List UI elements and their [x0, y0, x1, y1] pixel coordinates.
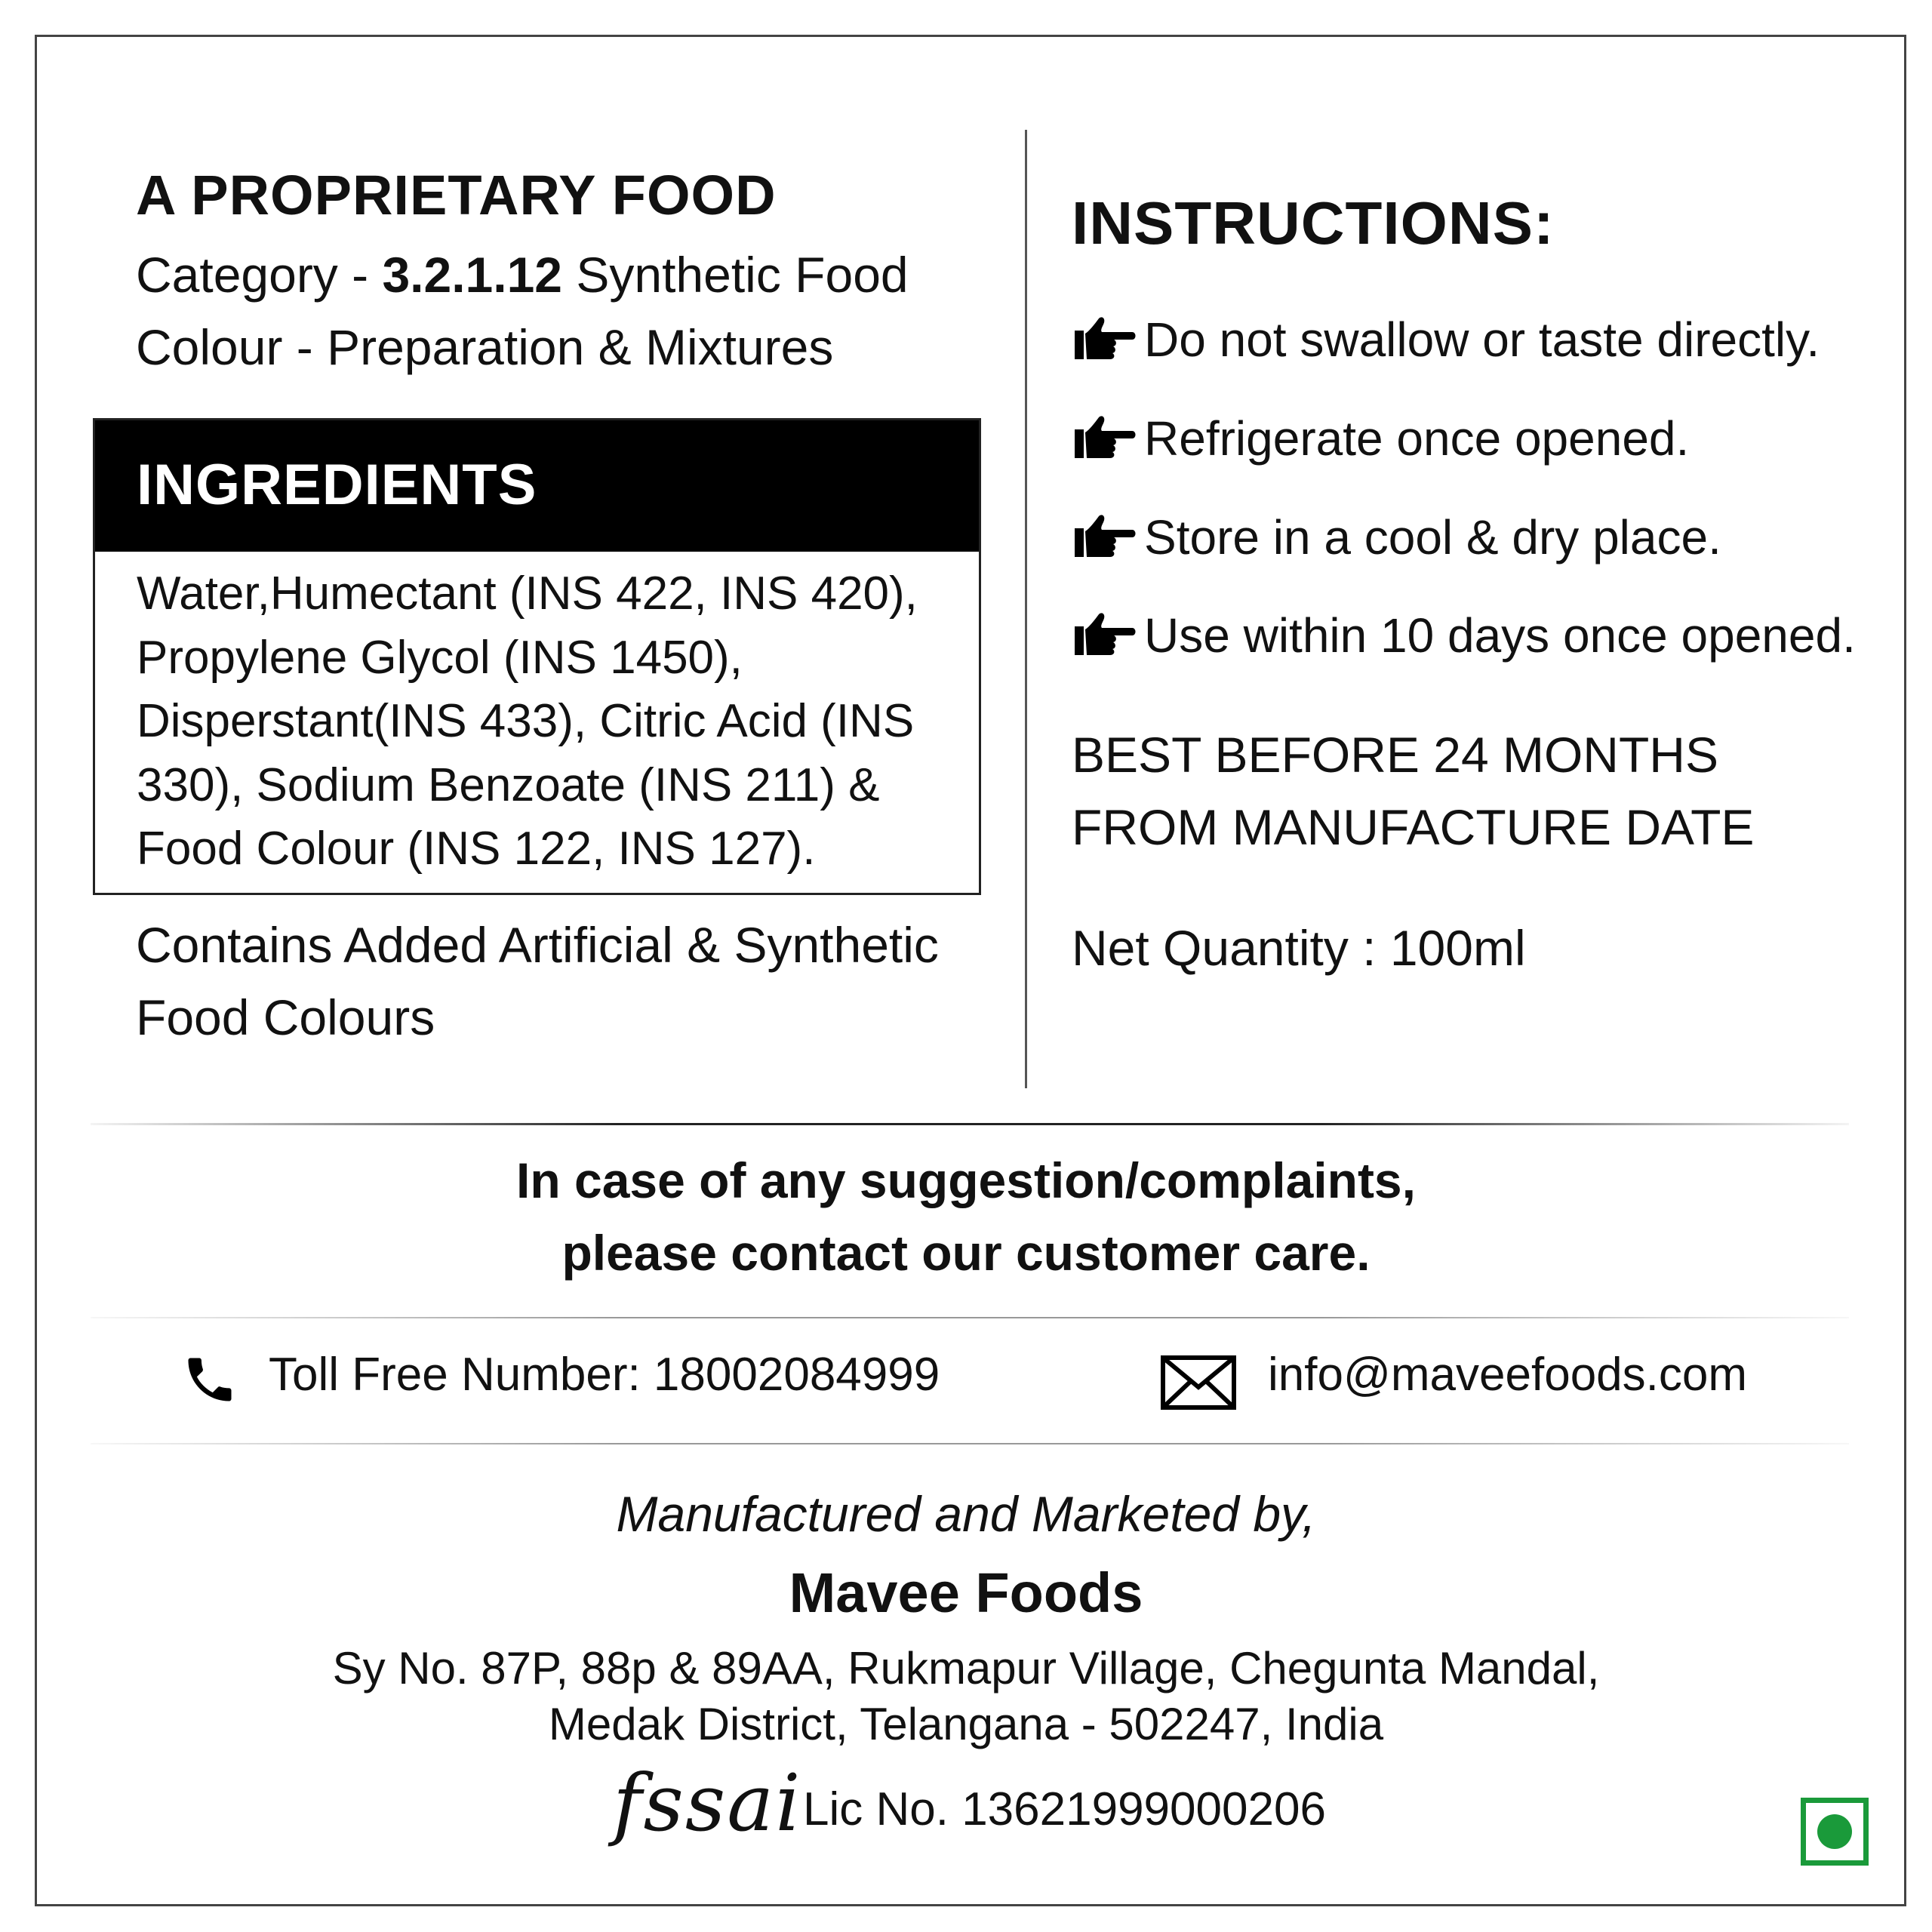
instruction-text: Refrigerate once opened. [1144, 411, 1690, 466]
pointing-hand-icon [1072, 414, 1137, 463]
best-before-line-2: FROM MANUFACTURE DATE [1072, 799, 1755, 855]
ingredients-header [95, 420, 979, 552]
toll-free-number: Toll Free Number: 18002084999 [269, 1349, 940, 1401]
fssai-logo: fssai [613, 1757, 802, 1849]
category-line-2: Colour - Preparation & Mixtures [136, 319, 834, 375]
envelope-icon [1161, 1355, 1236, 1410]
instruction-item [1072, 309, 1820, 370]
colour-declaration-line-1: Contains Added Artificial & Synthetic [136, 917, 939, 973]
pointing-hand-icon [1072, 315, 1137, 364]
net-quantity: Net Quantity : 100ml [1072, 920, 1526, 976]
instruction-item [1072, 408, 1689, 469]
product-type-title: A PROPRIETARY FOOD [136, 164, 777, 226]
contact-message-line-1: In case of any suggestion/complaints, [516, 1152, 1416, 1208]
category-prefix: Category - [136, 247, 383, 303]
manufacturer-intro: Manufactured and Marketed by, [616, 1486, 1316, 1542]
product-category [136, 238, 909, 383]
veg-symbol-dot [1817, 1814, 1852, 1849]
ingredients-box [93, 418, 981, 895]
ingredients-list [137, 562, 952, 881]
veg-symbol-icon [1801, 1798, 1869, 1866]
ingredients-line: Disperstant(INS 433), Citric Acid (INS [137, 695, 915, 747]
category-suffix: Synthetic Food [562, 247, 909, 303]
ingredients-line: 330), Sodium Benzoate (INS 211) & [137, 758, 880, 811]
manufacturer-address-line-1: Sy No. 87P, 88p & 89AA, Rukmapur Village, Chegunta Mandal, [332, 1643, 1600, 1694]
ingredients-line: Water,Humectant (INS 422, INS 420), [137, 568, 918, 620]
email-address: info@maveefoods.com [1268, 1349, 1748, 1401]
manufacturer-name: Mavee Foods [789, 1561, 1143, 1624]
ingredients-line: Propylene Glycol (INS 1450), [137, 631, 743, 684]
best-before [1072, 718, 1754, 863]
license-number: Lic No. 13621999000206 [803, 1783, 1326, 1835]
section-divider [91, 1443, 1849, 1444]
manufacturer-address-line-2: Medak District, Telangana - 502247, India [548, 1699, 1384, 1749]
phone-icon [181, 1351, 238, 1408]
ingredients-heading: INGREDIENTS [137, 453, 537, 517]
instruction-item [1072, 605, 1856, 666]
best-before-line-1: BEST BEFORE 24 MONTHS [1072, 727, 1718, 783]
section-divider [91, 1317, 1849, 1318]
instruction-text: Store in a cool & dry place. [1144, 510, 1721, 565]
pointing-hand-icon [1072, 611, 1137, 660]
ingredients-line: Food Colour (INS 122, INS 127). [137, 823, 816, 875]
instruction-text: Use within 10 days once opened. [1144, 608, 1856, 663]
contact-message-line-2: please contact our customer care. [561, 1225, 1371, 1281]
colour-declaration [136, 909, 1011, 1054]
category-code: 3.2.1.12 [382, 247, 563, 303]
section-divider [91, 1123, 1849, 1125]
instructions-heading: INSTRUCTIONS: [1072, 189, 1555, 257]
instruction-text: Do not swallow or taste directly. [1144, 312, 1820, 367]
colour-declaration-line-2: Food Colours [136, 989, 435, 1045]
category-line-1 [136, 238, 909, 311]
instruction-item [1072, 507, 1721, 568]
column-divider [1025, 130, 1027, 1088]
pointing-hand-icon [1072, 513, 1137, 561]
